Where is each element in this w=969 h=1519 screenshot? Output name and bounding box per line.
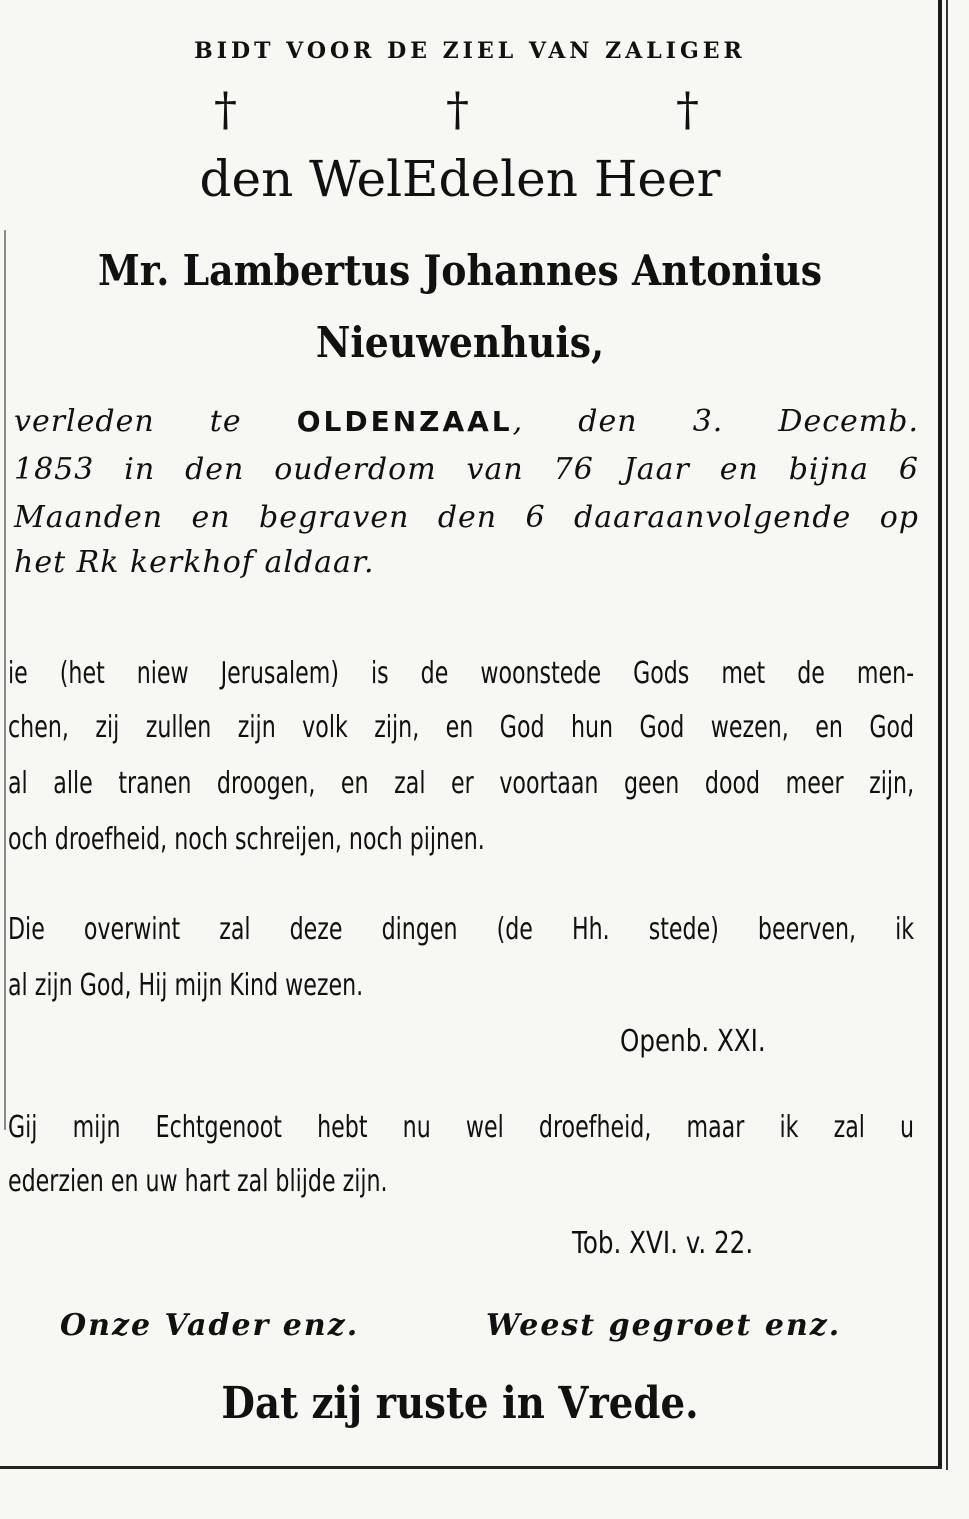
scripture3-line1: Gij mijn Echtgenoot hebt nu wel droefheid, maar ik zal u [8,1110,915,1145]
scripture2-line2: al zijn God, Hij mijn Kind wezen. [8,968,364,1003]
death-notice-line1 [14,404,919,439]
prayer-right: Weest gegroet enz. [486,1308,842,1343]
death-place: OLDENZAAL [296,405,513,438]
cross-icon: † [214,82,237,136]
scripture1-line1: ie (het niew Jerusalem) is de woonstede Gods met de men- [8,656,915,691]
deceased-name-line2: Nieuwenhuis, [315,318,605,367]
cross-icon: † [446,82,469,136]
closing-line: Dat zij ruste in Vrede. [221,1378,699,1429]
card-border-left [4,230,6,1130]
card-header: BIDT VOOR DE ZIEL VAN ZALIGER [194,38,746,64]
scripture1-line3: al alle tranen droogen, en zal er voortaan geen dood meer zijn, [8,766,915,801]
cross-icon: † [676,82,699,136]
death-notice-line4: het Rk kerkhof aldaar. [14,545,375,580]
scripture3-reference: Tob. XVI. v. 22. [572,1226,754,1261]
card-border-right-outer [946,0,948,1470]
scripture3-line2: ederzien en uw hart zal blijde zijn. [8,1164,388,1199]
death-notice-text: verleden te [14,404,242,439]
scripture2-line1: Die overwint zal deze dingen (de Hh. stede) beerven, ik [8,912,915,947]
card-border-right [938,0,942,1468]
scripture1-line4: och droefheid, noch schreijen, noch pijnen. [8,822,485,857]
deceased-name-line1: Mr. Lambertus Johannes Antonius [97,246,823,295]
honorific-title: den WelEdelen Heer [199,150,721,208]
death-date: , den 3. Decemb. [512,404,919,439]
death-notice-line2: 1853 in den ouderdom van 76 Jaar en bijna 6 [14,452,919,487]
scripture1-line2: chen, zij zullen zijn volk zijn, en God hun God wezen, en God [8,710,915,745]
card-border-bottom [0,1466,942,1469]
crosses-row [0,82,940,146]
death-notice-line3: Maanden en begraven den 6 daaraanvolgende op [14,500,919,535]
prayer-left: Onze Vader enz. [60,1308,360,1343]
scripture2-reference: Openb. XXI. [620,1024,766,1059]
